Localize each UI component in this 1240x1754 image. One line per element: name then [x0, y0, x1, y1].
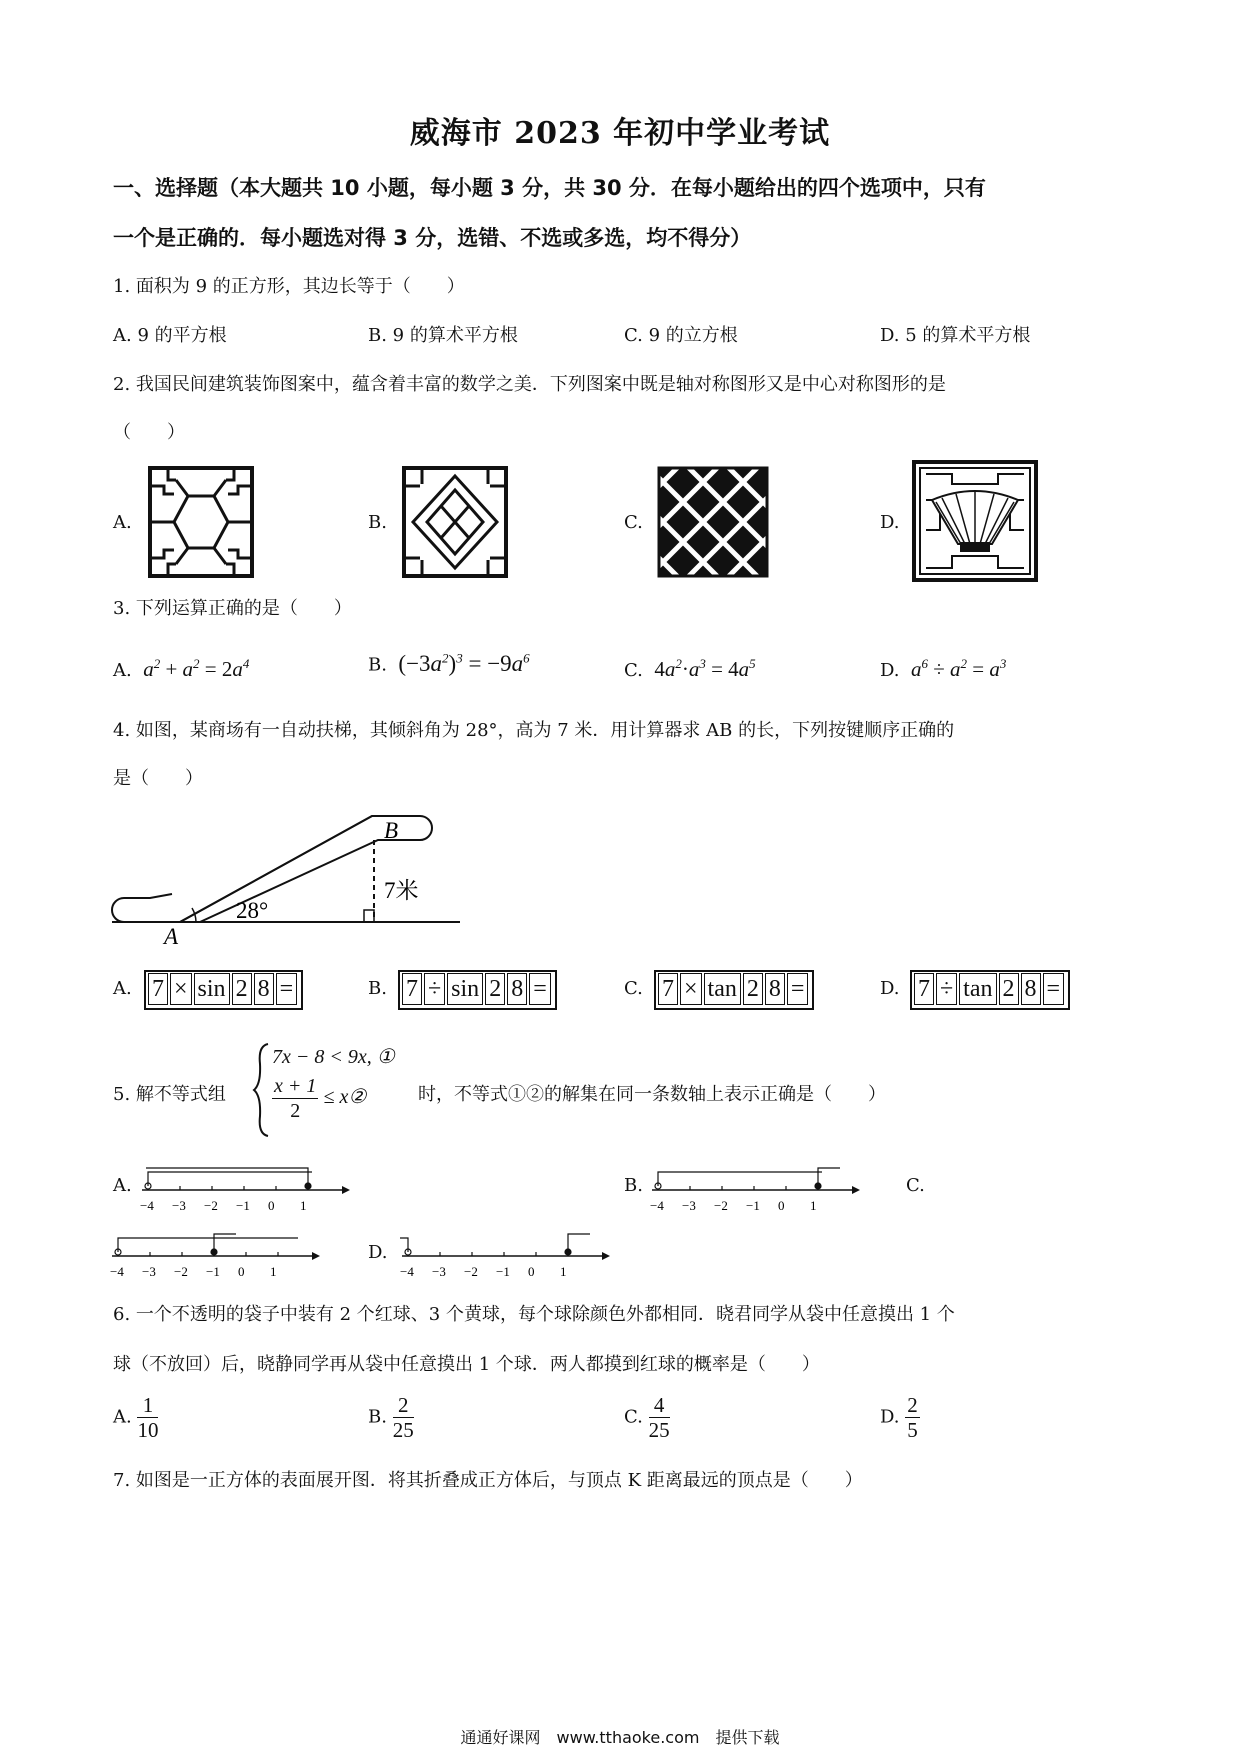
tick-label: −4: [110, 1264, 124, 1279]
tick-label: −1: [746, 1198, 760, 1213]
q5-label-b[interactable]: B.: [624, 1175, 643, 1196]
tick-label: −2: [714, 1198, 728, 1213]
section-heading-line2: 一个是正确的．每小题选对得 3 分，选错、不选或多选，均不得分）: [113, 226, 752, 250]
q4-stem: 4. 如图，某商场有一自动扶梯，其倾斜角为 28°，高为 7 米．用计算器求 AB 的长，下列按键顺序正确的: [113, 720, 955, 741]
q4-label-c[interactable]: C.: [624, 978, 643, 999]
q5-brace: [252, 1040, 272, 1140]
q2-pattern-b: [402, 466, 508, 578]
q2-label-b[interactable]: B.: [368, 512, 387, 533]
q5-numberline-c: [110, 1226, 340, 1282]
q2-label-c[interactable]: C.: [624, 512, 643, 533]
tick-label: −4: [650, 1198, 664, 1213]
tick-label: −4: [400, 1264, 414, 1279]
q4-keys-d[interactable]: 7 ÷ tan 2 8 =: [910, 970, 1070, 1010]
q2-label-d[interactable]: D.: [880, 512, 900, 533]
tick-label: −3: [682, 1198, 696, 1213]
tick-label: 1: [300, 1198, 307, 1213]
q2-stem-paren: （ ）: [113, 422, 185, 443]
tick-label: 0: [268, 1198, 275, 1213]
tick-label: −4: [140, 1198, 154, 1213]
q3-option-b[interactable]: B. $(-3a^2)^3 = -9a^6$: [368, 650, 530, 676]
q6-stem-cont: 球（不放回）后，晓静同学再从袋中任意摸出 1 个球．两人都摸到红球的概率是（ ）: [113, 1354, 820, 1375]
q5-numberline-b: [650, 1160, 880, 1216]
q3-option-d[interactable]: D. $a^6 \div a^2 = a^3$: [880, 656, 1007, 681]
q5-inequality-2: $\frac{x + 1}{2}$ ≤ x②: [274, 1075, 367, 1122]
q3-stem: 3. 下列运算正确的是（ ）: [113, 598, 352, 619]
q6-option-b[interactable]: B. $\frac{2}{25}$: [368, 1393, 414, 1442]
q4-height-label: 7米: [384, 878, 419, 903]
tick-label: −3: [142, 1264, 156, 1279]
q5-label-c[interactable]: C.: [906, 1175, 925, 1196]
q4-label-b[interactable]: B.: [368, 978, 387, 999]
q4-keys-c[interactable]: 7 × tan 2 8 =: [654, 970, 814, 1010]
tick-label: 0: [238, 1264, 245, 1279]
q1-option-b[interactable]: B. 9 的算术平方根: [368, 325, 518, 346]
q7-stem: 7. 如图是一正方体的表面展开图．将其折叠成正方体后，与顶点 K 距离最远的顶点是（ ）: [113, 1470, 863, 1491]
q6-option-c[interactable]: C. $\frac{4}{25}$: [624, 1393, 670, 1442]
q4-escalator-figure: [110, 790, 466, 950]
q1-option-a[interactable]: A. 9 的平方根: [113, 325, 227, 346]
tick-label: −1: [496, 1264, 510, 1279]
q4-angle-label: 28°: [236, 898, 269, 923]
tick-label: −2: [464, 1264, 478, 1279]
q2-label-a[interactable]: A.: [113, 512, 132, 533]
q4-point-b: B: [384, 818, 399, 843]
q2-stem: 2. 我国民间建筑装饰图案中，蕴含着丰富的数学之美．下列图案中既是轴对称图形又是中心对称图形的是: [113, 374, 946, 395]
q2-pattern-a: [148, 466, 254, 578]
q3-option-c[interactable]: C. $4a^2\cdot a^3 = 4a^5$: [624, 656, 756, 681]
page-footer: 通通好课网 www.tthaoke.com 提供下载: [460, 1728, 780, 1747]
q4-keys-b[interactable]: 7 ÷ sin 2 8 =: [398, 970, 557, 1010]
tick-label: 0: [778, 1198, 785, 1213]
q1-option-d[interactable]: D. 5 的算术平方根: [880, 325, 1031, 346]
q3-option-a[interactable]: A. $a^2 + a^2 = 2a^4$: [113, 656, 250, 681]
q1-option-c[interactable]: C. 9 的立方根: [624, 325, 738, 346]
q5-numberline-d: [400, 1226, 630, 1282]
tick-label: −1: [206, 1264, 220, 1279]
page-title: 威海市 2023 年初中学业考试: [409, 116, 831, 151]
q4-stem-cont: 是（ ）: [113, 768, 203, 789]
q5-numberline-a: [140, 1160, 370, 1216]
tick-label: 1: [810, 1198, 817, 1213]
tick-label: 1: [270, 1264, 277, 1279]
q5-stem-post: 时，不等式①②的解集在同一条数轴上表示正确是（ ）: [418, 1084, 886, 1105]
q4-point-a: A: [164, 924, 179, 949]
q6-option-a[interactable]: A. $\frac{1}{10}$: [113, 1393, 159, 1442]
tick-label: −2: [174, 1264, 188, 1279]
q6-option-d[interactable]: D. $\frac{2}{5}$: [880, 1393, 918, 1442]
q5-inequality-1: 7x − 8 < 9x, ①: [272, 1046, 395, 1068]
tick-label: −2: [204, 1198, 218, 1213]
tick-label: 0: [528, 1264, 535, 1279]
q2-pattern-c: [657, 466, 769, 578]
q5-label-d[interactable]: D.: [368, 1242, 388, 1263]
q4-label-d[interactable]: D.: [880, 978, 900, 999]
tick-label: −3: [172, 1198, 186, 1213]
q6-stem: 6. 一个不透明的袋子中装有 2 个红球、3 个黄球，每个球除颜色外都相同．晓君同学从袋中任意摸出 1 个: [113, 1304, 955, 1325]
tick-label: −3: [432, 1264, 446, 1279]
q5-stem-pre: 5. 解不等式组: [113, 1084, 226, 1105]
q4-keys-a[interactable]: 7 × sin 2 8 =: [144, 970, 303, 1010]
q4-label-a[interactable]: A.: [113, 978, 132, 999]
q1-stem: 1. 面积为 9 的正方形，其边长等于（ ）: [113, 276, 465, 297]
tick-label: −1: [236, 1198, 250, 1213]
section-heading-line1: 一、选择题（本大题共 10 小题，每小题 3 分，共 30 分．在每小题给出的四个选项中，只有: [113, 176, 986, 200]
q5-label-a[interactable]: A.: [113, 1175, 132, 1196]
tick-label: 1: [560, 1264, 567, 1279]
q2-pattern-d: [912, 460, 1038, 582]
